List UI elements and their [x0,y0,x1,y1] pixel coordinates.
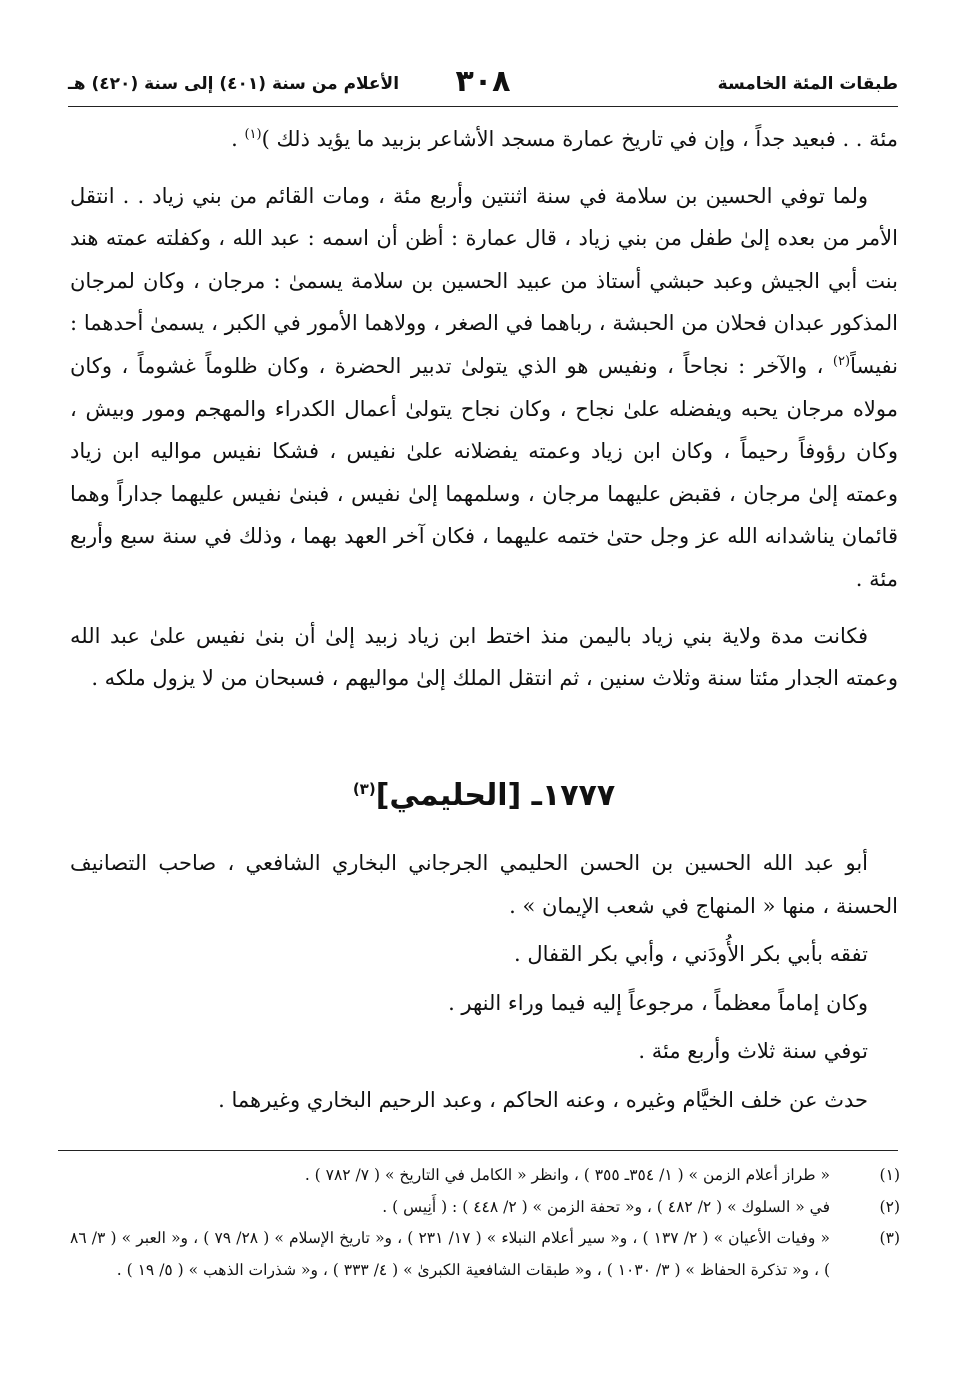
footnote-2-number: (٢) [879,1197,900,1216]
section-title: طبقات المئة الخامسة [717,74,898,94]
footnote-divider [58,1150,898,1151]
footnotes [70,1160,900,1286]
entry-line-1: تفقه بأبي بكر الأُودَني ، وأبي بكر القفال . [514,942,868,967]
paragraph-1-end: . [231,127,245,151]
page-header [68,62,898,102]
entry-heading [70,778,898,834]
paragraph-2-text-b: ، والآخر : نجاحاً ، ونفيس هو الذي يتولىٰ تدبير الحضرة ، وكان ظلوماً غشوماً ، وكان مولاه مرجان يحبه ويفضله علىٰ نجاح ، وكان نجاح يتولىٰ أعمال الكدراء والمهجم ومور وبيش ، وكان رؤوفاً رحيماً ، وكان ابن زياد وعمته يفضلانه علىٰ نفيس ، فشكا نفيس مواليه ابن زياد وعمته إلىٰ مرجان ، فقبض عليهما مرجان ، وسلمهما إلىٰ نفيس ، فبنىٰ نفيس عليهما جداراً وهما قائمان يناشدانه الله عز وجل حتىٰ ختمه عليهما ، فكان آخر العهد بهما ، وذلك في سنة سبع وأربع مئة . [70,353,898,591]
header-divider [68,106,898,107]
paragraph-1-text: مئة . . فبعيد جداً ، وإن في تاريخ عمارة مسجد الأشاعر بزبيد ما يؤيد ذلك ) [261,127,898,151]
paragraph-2 [70,175,898,601]
running-title: الأعلام من سنة (٤٠١) إلى سنة (٤٢٠) هـ [68,74,400,94]
footnote-3-text: « وفيات الأعيان » ( ٢/ ١٣٧ ) ، و« سير أعلام النبلاء » ( ١٧/ ٢٣١ ) ، و« تاريخ الإسلام » ( ٢٨/ ٧٩ ) ، و« العبر » ( ٣/ ٨٦ ) ، و« تذكرة الحفاظ » ( ٣/ ١٠٣٠ ) ، و« طبقات الشافعية الكبرىٰ » ( ٤/ ٣٣٣ ) ، و« شذرات الذهب » ( ٥/ ١٩ ) . [70,1229,830,1279]
footnote-1 [70,1160,900,1192]
page-number: ٣٠٨ [455,64,511,99]
footnote-1-text: « طراز أعلام الزمن » ( ١/ ٣٥٤ـ ٣٥٥ ) ، وانظر « الكامل في التاريخ » ( ٧/ ٧٨٢ ) . [304,1166,830,1184]
paragraph-1 [70,118,898,161]
entry-line-3: توفي سنة ثلاث وأربع مئة . [638,1039,868,1064]
footnote-3 [70,1223,900,1286]
footnote-1-number: (١) [879,1166,900,1184]
paragraph-2-text-a: ولما توفي الحسين بن سلامة في سنة اثنتين وأربع مئة ، ومات القائم من بني زياد . . انتقل الأمر من بعده إلىٰ طفل من بني زياد ، قال عمارة : أظن أن اسمه : عبد الله ، وكفلته عمته هند بنت أبي الجيش وعبد حبشي أستاذ من عبيد الحسين بن سلامة يسمىٰ : مرجان ، وكان لمرجان المذكور عبدان فحلان من الحبشة ، رباهما في الصغر ، وولاهما الأمور في الكبر ، يسمىٰ أحدهما : نفيساً [70,183,898,378]
entry-body [70,842,898,1122]
paragraph-3: فكانت مدة ولاية بني زياد باليمن منذ اختط ابن زياد زبيد إلىٰ أن بنىٰ نفيس علىٰ عبد الله وعمته الجدار مئتا سنة وثلاث سنين ، ثم انتقل الملك إلىٰ مواليهم ، فسبحان من لا يزول ملكه . [70,623,898,691]
entry-line-4: حدث عن خلف الخيَّام وغيره ، وعنه الحاكم ، وعبد الرحيم البخاري وغيرهما . [218,1087,868,1112]
footnote-3-number: (٣) [879,1229,900,1247]
footnote-2-text: في « السلوك » ( ٢/ ٤٨٢ ) ، و« تحفة الزمن » ( ٢/ ٤٤٨ ) : ( أَنِيس ) . [382,1197,830,1216]
main-text [70,118,898,700]
entry-line-2: وكان إماماً معظماً ، مرجوعاً إليه فيما وراء النهر . [448,990,868,1015]
footnote-ref-2: (٢) [832,353,851,369]
footnote-ref-1: (١) [244,127,262,142]
entry-heading-text: ١٧٧٧ـ [الحليمي] [375,778,616,813]
footnote-2 [70,1192,900,1224]
footnote-ref-3: (٣) [352,780,376,798]
entry-intro: أبو عبد الله الحسين بن الحسن الحليمي الجرجاني البخاري الشافعي ، صاحب التصانيف الحسنة ، منها « المنهاج في شعب الإيمان » . [70,851,898,918]
